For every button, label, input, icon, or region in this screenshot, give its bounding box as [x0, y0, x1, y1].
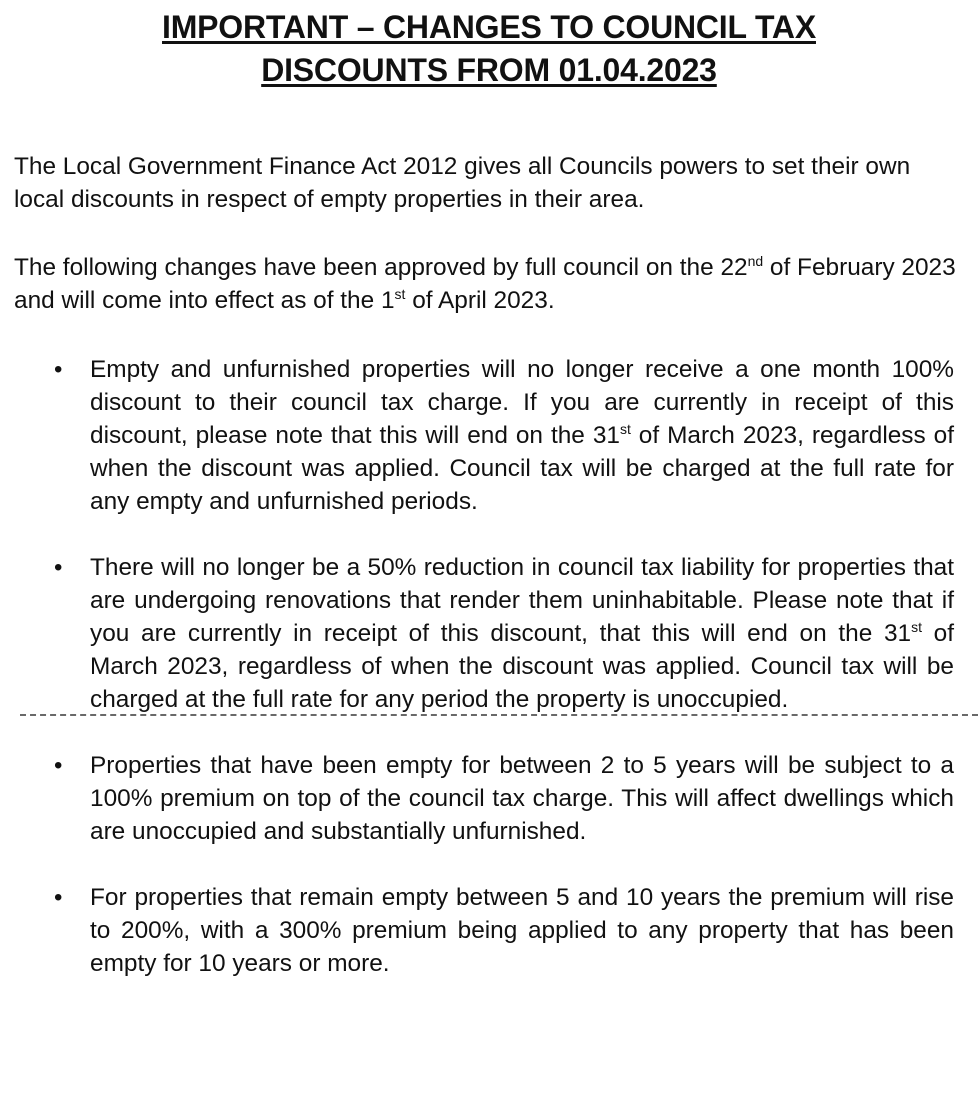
- list-item: [0, 353, 978, 518]
- list-item-text-start: There will no longer be a 50% reduction in council tax liability for properties that are undergoing renovations that render them uninhabitable. Please note that if you are currently in receipt of this discount, that this will end on the 31: [90, 554, 954, 647]
- bullet-icon: •: [54, 356, 63, 383]
- approval-paragraph: [14, 251, 960, 317]
- approval-text-middle: of February 2023 and will come into effect as of the 1: [14, 254, 956, 314]
- list-item-text-start: Properties that have been empty for between 2 to 5 years will be subject to a 100% premium on top of the council tax charge. This will affect dwellings which are unoccupied and substantially unfurnished.: [90, 752, 954, 845]
- intro-paragraph: [14, 150, 960, 216]
- ordinal-suffix: st: [911, 619, 922, 635]
- list-item-text-start: For properties that remain empty between 5 and 10 years the premium will rise to 200%, with a 300% premium being applied to any property that has been empty for 10 years or more.: [90, 884, 954, 977]
- list-item: [0, 551, 978, 716]
- changes-list: [0, 353, 978, 980]
- ordinal-suffix: nd: [747, 253, 764, 269]
- bullet-icon: •: [54, 884, 63, 911]
- list-item-text-end: of March 2023, regardless of when the discount was applied. Council tax will be charged at the full rate for any empty and unfurnished periods.: [90, 422, 954, 515]
- list-item-text: [90, 551, 954, 716]
- approval-text-start: The following changes have been approved by full council on the 22: [14, 254, 748, 281]
- bullet-icon: •: [54, 554, 63, 581]
- bullet-icon: •: [54, 752, 63, 779]
- approval-text-end: of April 2023.: [405, 287, 555, 314]
- list-item-text: [90, 749, 954, 848]
- title-line-1: IMPORTANT – CHANGES TO COUNCIL TAX: [162, 9, 816, 45]
- list-item-text: [90, 353, 954, 518]
- intro-paragraph-text: The Local Government Finance Act 2012 gives all Councils powers to set their own local discounts in respect of empty properties in their area.: [14, 153, 911, 213]
- ordinal-suffix: st: [394, 286, 406, 302]
- list-item-text: [90, 881, 954, 980]
- title-line-2: DISCOUNTS FROM 01.04.2023: [261, 52, 717, 88]
- document-title: [0, 6, 978, 92]
- scan-artifact-line: [20, 714, 978, 716]
- ordinal-suffix: st: [619, 421, 631, 437]
- list-item: [0, 881, 978, 980]
- list-item: [0, 749, 978, 848]
- list-item-text-start: Empty and unfurnished properties will no longer receive a one month 100% discount to their council tax charge. If you are currently in receipt of this discount, please note that this will end on the 31: [90, 356, 954, 449]
- list-item-text-end: of March 2023, regardless of when the discount was applied. Council tax will be charged at the full rate for any period the property is unoccupied.: [90, 620, 954, 713]
